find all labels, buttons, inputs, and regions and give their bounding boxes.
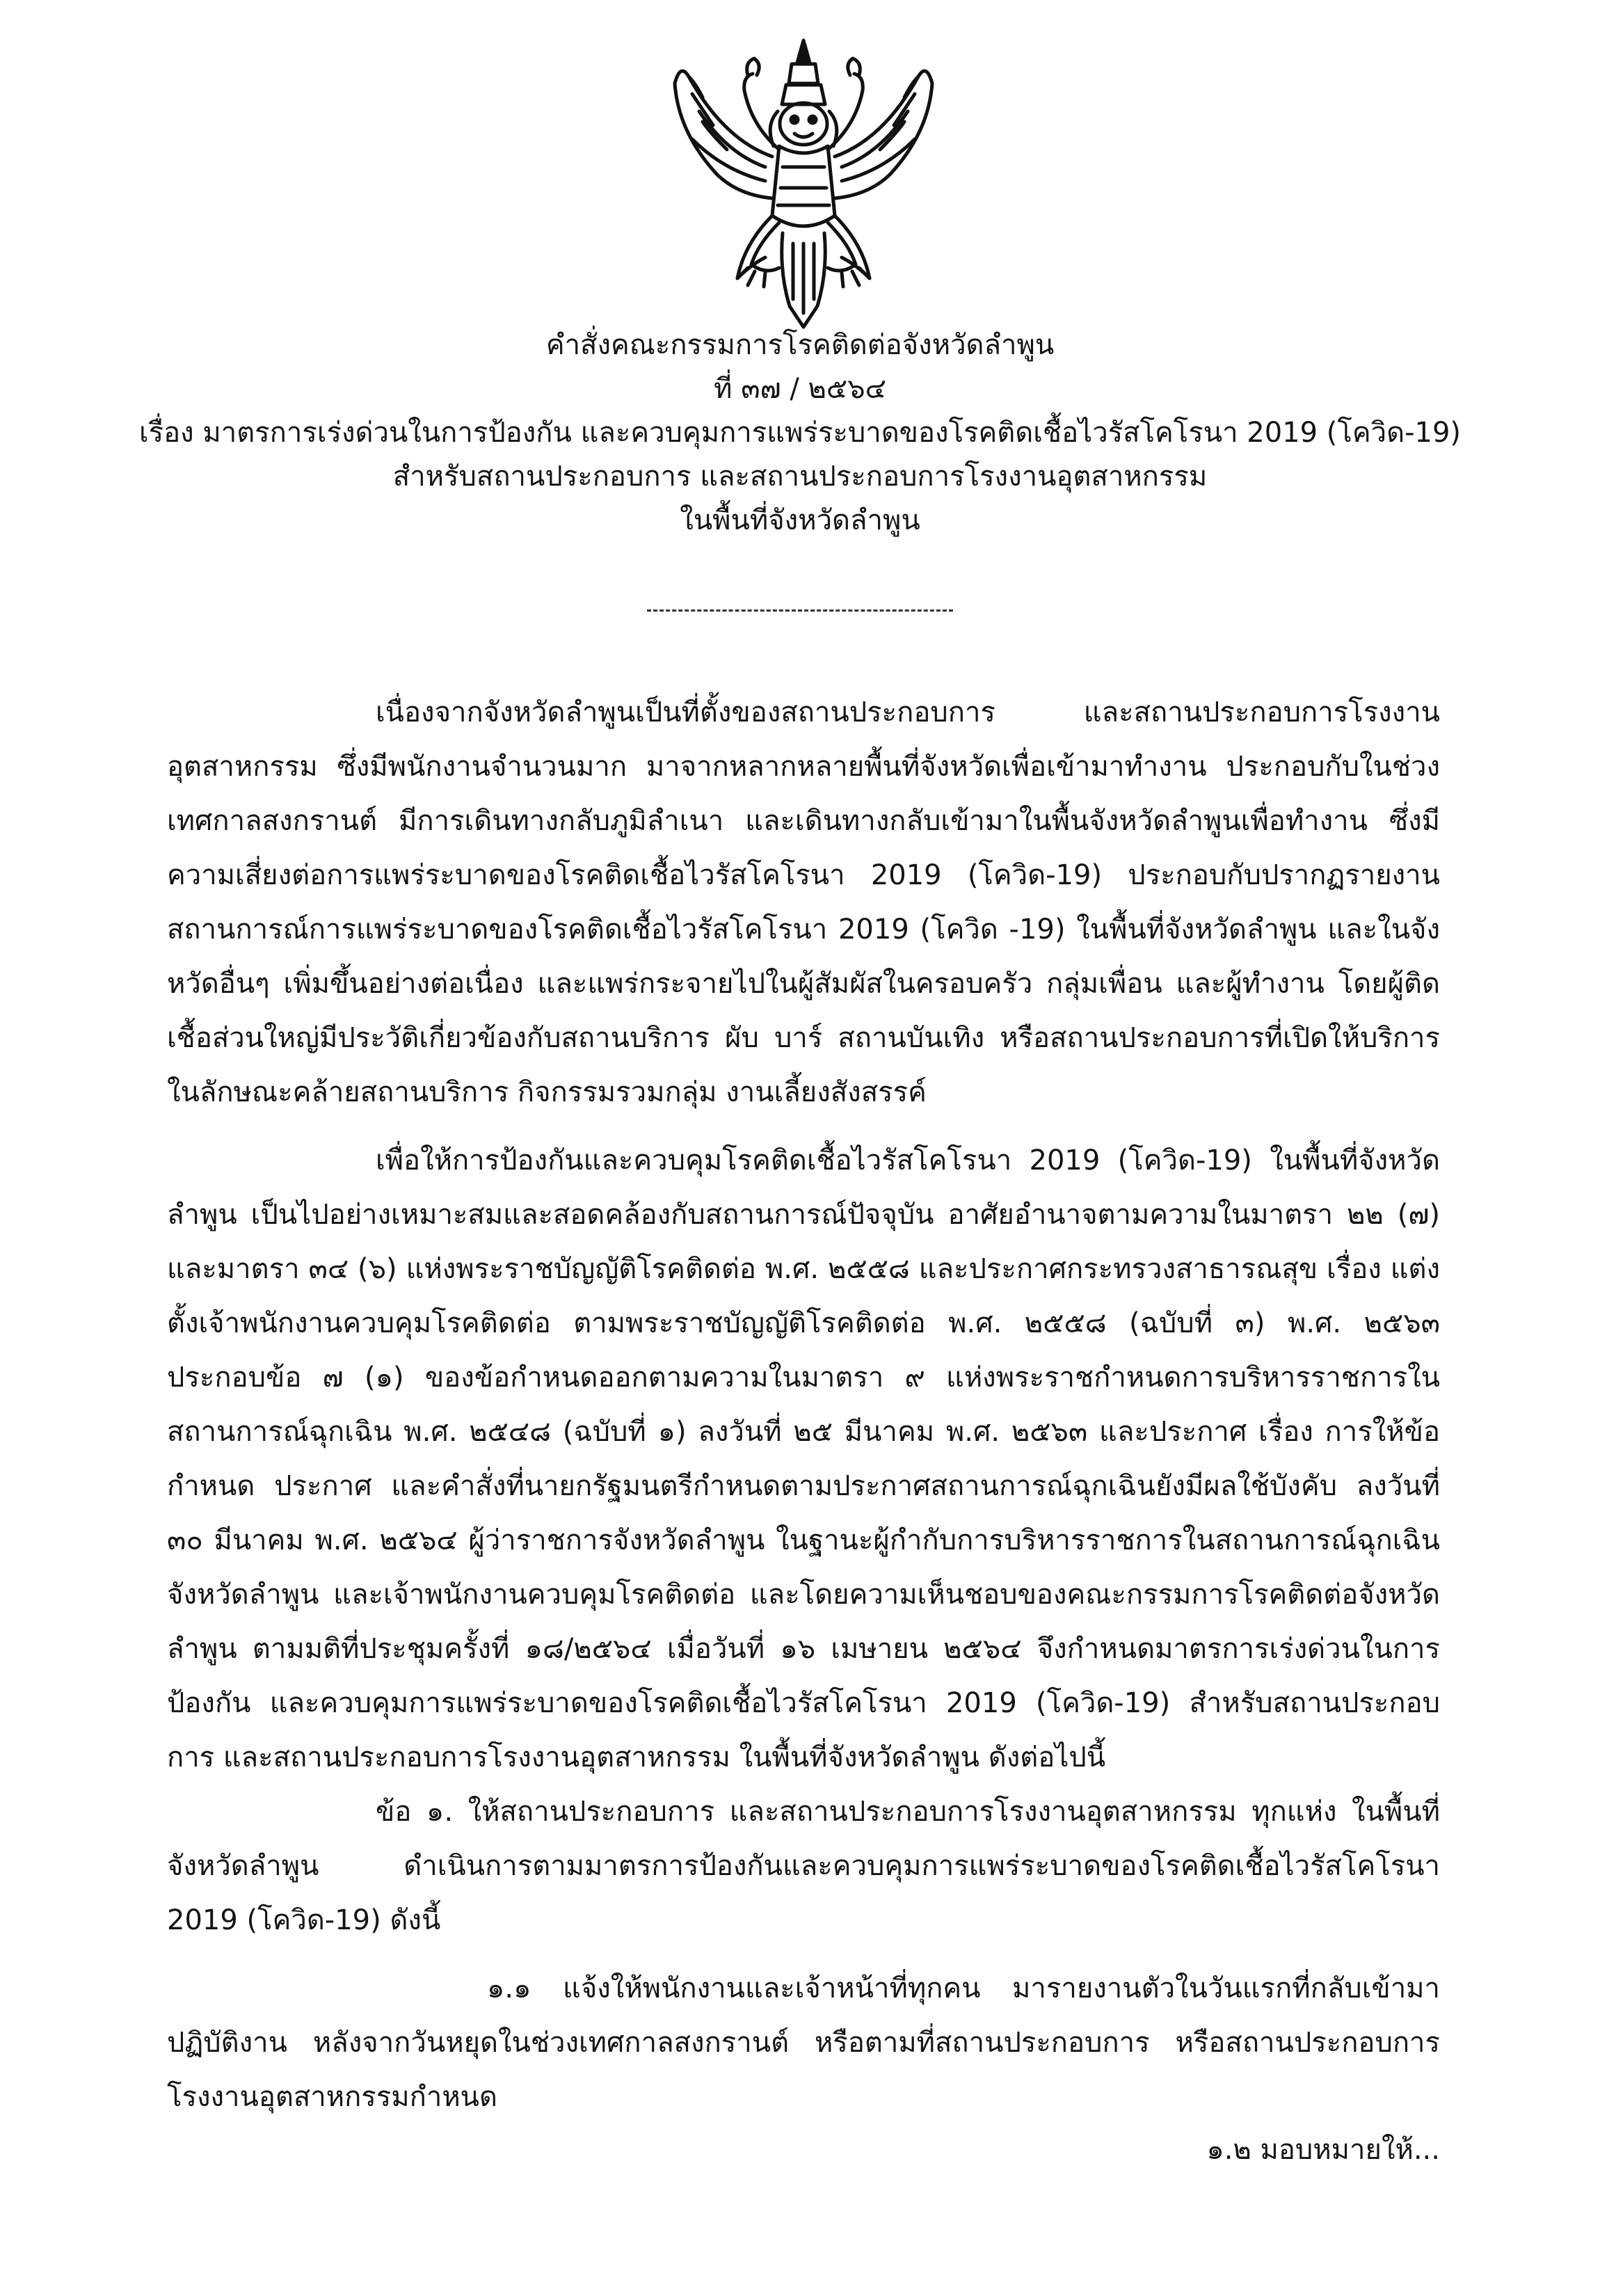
order-issuer: คำสั่งคณะกรรมการโรคติดต่อจังหวัดลำพูน	[545, 329, 1055, 361]
order-subject-line2: สำหรับสถานประกอบการ และสถานประกอบการโรงงานอุตสาหกรรม	[392, 461, 1208, 493]
garuda-emblem	[661, 35, 946, 334]
order-subject-line3: ในพื้นที่จังหวัดลำพูน	[680, 504, 920, 536]
paragraph-authority: เพื่อให้การป้องกันและควบคุมโรคติดเชื้อไวรัสโคโรนา 2019 (โควิด-19) ในพื้นที่จังหวัดลำพูน เป็นไปอย่างเหมาะสมและสอดคล้องกับสถานการณ์ปัจจุบัน อาศัยอำนาจตามความในมาตรา ๒๒ (๗) และมาตรา ๓๔ (๖) แห่งพระราชบัญญัติโรคติดต่อ พ.ศ. ๒๕๕๘ และประกาศกระทรวงสาธารณสุข เรื่อง แต่งตั้งเจ้าพนักงานควบคุมโรคติดต่อ ตามพระราชบัญญัติโรคติดต่อ พ.ศ. ๒๕๕๘ (ฉบับที่ ๓) พ.ศ. ๒๕๖๓ ประกอบข้อ ๗ (๑) ของข้อกำหนดออกตามความในมาตรา ๙ แห่งพระราชกำหนดการบริหารราชการในสถานการณ์ฉุกเฉิน พ.ศ. ๒๕๔๘ (ฉบับที่ ๑) ลงวันที่ ๒๕ มีนาคม พ.ศ. ๒๕๖๓ และประกาศ เรื่อง การให้ข้อกำหนด ประกาศ และคำสั่งที่นายกรัฐมนตรีกำหนดตามประกาศสถานการณ์ฉุกเฉินยังมีผลใช้บังคับ ลงวันที่ ๓๐ มีนาคม พ.ศ. ๒๕๖๔ ผู้ว่าราชการจังหวัดลำพูน ในฐานะผู้กำกับการบริหารราชการในสถานการณ์ฉุกเฉินจังหวัดลำพูน และเจ้าพนักงานควบคุมโรคติดต่อ และโดยความเห็นชอบของคณะกรรมการโรคติดต่อจังหวัดลำพูน ตามมติที่ประชุมครั้งที่ ๑๘/๒๕๖๔ เมื่อวันที่ ๑๖ เมษายน ๒๕๖๔ จึงกำหนดมาตรการเร่งด่วนในการป้องกัน และควบคุมการแพร่ระบาดของโรคติดเชื้อไวรัสโคโรนา 2019 (โควิด-19) สำหรับสถานประกอบการ และสถานประกอบการโรงงานอุตสาหกรรม ในพื้นที่จังหวัดลำพูน ดังต่อไปนี้	[167, 1145, 1440, 1773]
clause-1-1: ๑.๑ แจ้งให้พนักงานและเจ้าหน้าที่ทุกคน มารายงานตัวในวันแรกที่กลับเข้ามาปฏิบัติงาน หลังจากวันหยุดในช่วงเทศกาลสงกรานต์ หรือตามที่สถานประกอบการ หรือสถานประกอบการโรงงานอุตสาหกรรมกำหนด	[167, 1972, 1440, 2113]
clause-1: ข้อ ๑. ให้สถานประกอบการ และสถานประกอบการโรงงานอุตสาหกรรม ทุกแห่ง ในพื้นที่จังหวัดลำพูน ดำเนินการตามมาตรการป้องกันและควบคุมการแพร่ระบาดของโรคติดเชื้อไวรัสโคโรนา 2019 (โควิด-19) ดังนี้	[167, 1796, 1440, 1936]
order-header	[104, 324, 1496, 543]
order-subject: เรื่อง มาตรการเร่งด่วนในการป้องกัน และควบคุมการแพร่ระบาดของโรคติดเชื้อไวรัสโคโรนา 2019 (โควิด-19)	[138, 417, 1462, 449]
header-separator	[647, 609, 953, 612]
order-number: ที่ ๓๗ / ๒๕๖๔	[714, 373, 886, 405]
order-body	[167, 685, 1440, 2124]
paragraph-background: เนื่องจากจังหวัดลำพูนเป็นที่ตั้งของสถานประกอบการ และสถานประกอบการโรงงานอุตสาหกรรม ซึ่งมีพนักงานจำนวนมาก มาจากหลากหลายพื้นที่จังหวัดเพื่อเข้ามาทำงาน ประกอบกับในช่วงเทศกาลสงกรานต์ มีการเดินทางกลับภูมิลำเนา และเดินทางกลับเข้ามาในพื้นจังหวัดลำพูนเพื่อทำงาน ซึ่งมีความเสี่ยงต่อการแพร่ระบาดของโรคติดเชื้อไวรัสโคโรนา 2019 (โควิด-19) ประกอบกับปรากฏรายงานสถานการณ์การแพร่ระบาดของโรคติดเชื้อไวรัสโคโรนา 2019 (โควิด -19) ในพื้นที่จังหวัดลำพูน และในจังหวัดอื่นๆ เพิ่มขึ้นอย่างต่อเนื่อง และแพร่กระจายไปในผู้สัมผัสในครอบครัว กลุ่มเพื่อน และผู้ทำงาน โดยผู้ติดเชื้อส่วนใหญ่มีประวัติเกี่ยวข้องกับสถานบริการ ผับ บาร์ สถานบันเทิง หรือสถานประกอบการที่เปิดให้บริการในลักษณะคล้ายสถานบริการ กิจกรรมรวมกลุ่ม งานเลี้ยงสังสรรค์	[167, 696, 1440, 1108]
continuation-marker: ๑.๒ มอบหมายให้...	[1206, 2134, 1440, 2166]
